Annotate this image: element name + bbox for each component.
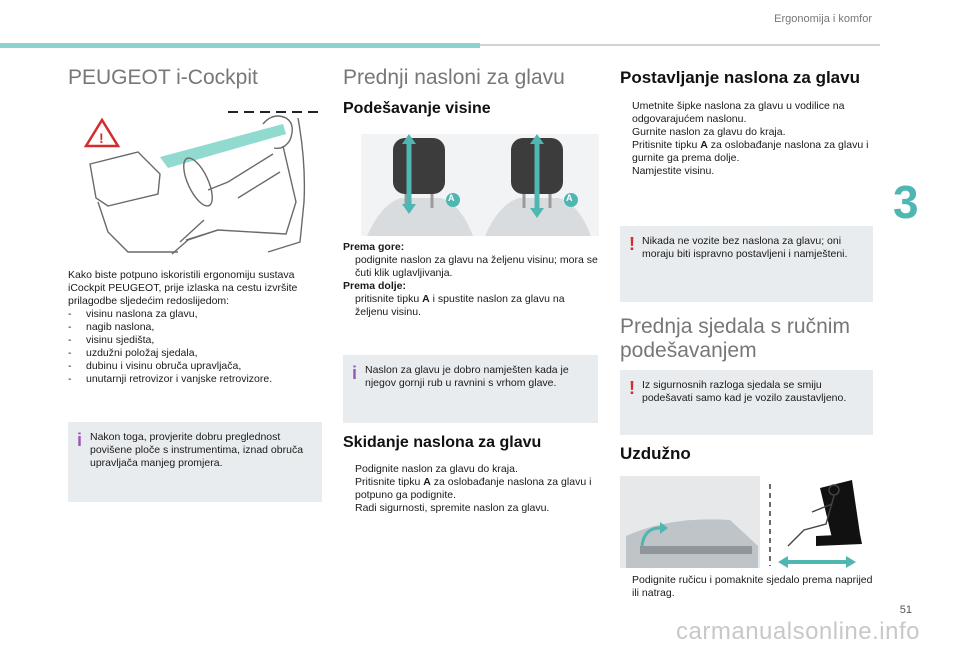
list-item: - dubinu i visinu obruča upravljača, [68, 360, 242, 372]
subtitle-longitudinal: Uzdužno [620, 444, 691, 463]
list-item: Umetnite šipke naslona za glavu u vodilice na odgovarajućem naslonu. [632, 100, 845, 125]
warning-icon: ! [629, 378, 635, 398]
warning-text: Iz sigurnosnih razloga sjedala se smiju podešavati samo kad je vozilo zaustavljeno. [642, 379, 847, 404]
title-icockpit: PEUGEOT i-Cockpit [68, 66, 258, 89]
list-item: - visinu sjedišta, [68, 334, 155, 346]
sight-line-beam [160, 124, 286, 168]
col2-head [343, 66, 598, 118]
info-box-headrest [343, 355, 598, 423]
up-label: Prema gore: [343, 241, 405, 253]
col3-long-head [620, 444, 870, 463]
list-item: - unutarnji retrovizor i vanjske retrovizore. [68, 373, 273, 385]
subtitle-removal: Skidanje naslona za glavu [343, 434, 542, 451]
subtitle-install: Postavljanje naslona za glavu [620, 68, 860, 87]
title-headrests: Prednji nasloni za glavu [343, 66, 565, 89]
header-accent-bar [0, 43, 480, 48]
col2-removal [343, 433, 598, 515]
info-icon: i [352, 363, 358, 383]
section-title: Ergonomija i komfor [774, 13, 872, 25]
down-label: Prema dolje: [343, 280, 407, 292]
col3-install [620, 68, 870, 178]
svg-text:!: ! [99, 130, 104, 146]
list-item: Namjestite visinu. [632, 165, 715, 177]
list-item: - uzdužni položaj sjedala, [68, 347, 198, 359]
list-item: - nagib naslona, [68, 321, 155, 333]
title-manual-seats: Prednja sjedala s ručnim podešavanjem [620, 315, 850, 362]
watermark: carmanualsonline.info [676, 618, 920, 645]
warning-text: Nikada ne vozite bez naslona za glavu; oni moraju biti ispravno postavljeni i namješteni. [642, 235, 848, 260]
list-item: podignite naslon za glavu na željenu visinu; mora se čuti klik uglavljivanja. [355, 254, 598, 279]
warning-box-headrest [620, 226, 873, 302]
chapter-number: 3 [893, 176, 919, 228]
list-item: Podignite naslon za glavu do kraja. [355, 463, 518, 475]
col3-seats-head [620, 315, 875, 363]
warning-box-seats [620, 370, 873, 435]
page-number: 51 [899, 604, 912, 616]
info-icon: i [77, 430, 83, 450]
info-text: Nakon toga, provjerite dobru preglednost povišene ploče s instrumentima, iznad obruča upravljača manjeg promjera. [90, 431, 304, 469]
col-title-wrap [68, 66, 313, 90]
list-item: Pritisnite tipku A za oslobađanje naslona za glavu i gurnite ga prema dolje. [632, 139, 869, 164]
col2-adjust-text [343, 241, 598, 319]
list-item: Podignite ručicu i pomaknite sjedalo prema naprijed ili natrag. [632, 574, 873, 599]
list-item: pritisnite tipku A i spustite naslon za glavu na željenu visinu. [355, 293, 565, 318]
headrest-illustration [361, 134, 599, 236]
col1-body [68, 269, 313, 386]
list-item: Pritisnite tipku A za oslobađanje naslona za glavu i potpuno ga podignite. [355, 476, 592, 501]
info-text: Naslon za glavu je dobro namješten kada je njegov gornji rub u ravnini s vrhom glave. [365, 364, 569, 389]
warning-icon: ! [629, 234, 635, 254]
label-a: A [448, 193, 455, 203]
seat-longitudinal-illustration [620, 476, 875, 568]
icockpit-intro: Kako biste potpuno iskoristili ergonomiju sustava iCockpit PEUGEOT, prije izlaska na cestu izvršite prilagodbe sljedećim redoslijedom: [68, 269, 298, 307]
label-a: A [566, 193, 573, 203]
icockpit-illustration [68, 102, 324, 262]
list-item: Gurnite naslon za glavu do kraja. [632, 126, 786, 138]
header-rule [480, 44, 880, 46]
list-item: - visinu naslona za glavu, [68, 308, 198, 320]
info-box-icockpit [68, 422, 322, 502]
col3-long-text [620, 574, 875, 600]
subtitle-height-adjust: Podešavanje visine [343, 100, 491, 117]
list-item: Radi sigurnosti, spremite naslon za glavu. [355, 502, 550, 514]
